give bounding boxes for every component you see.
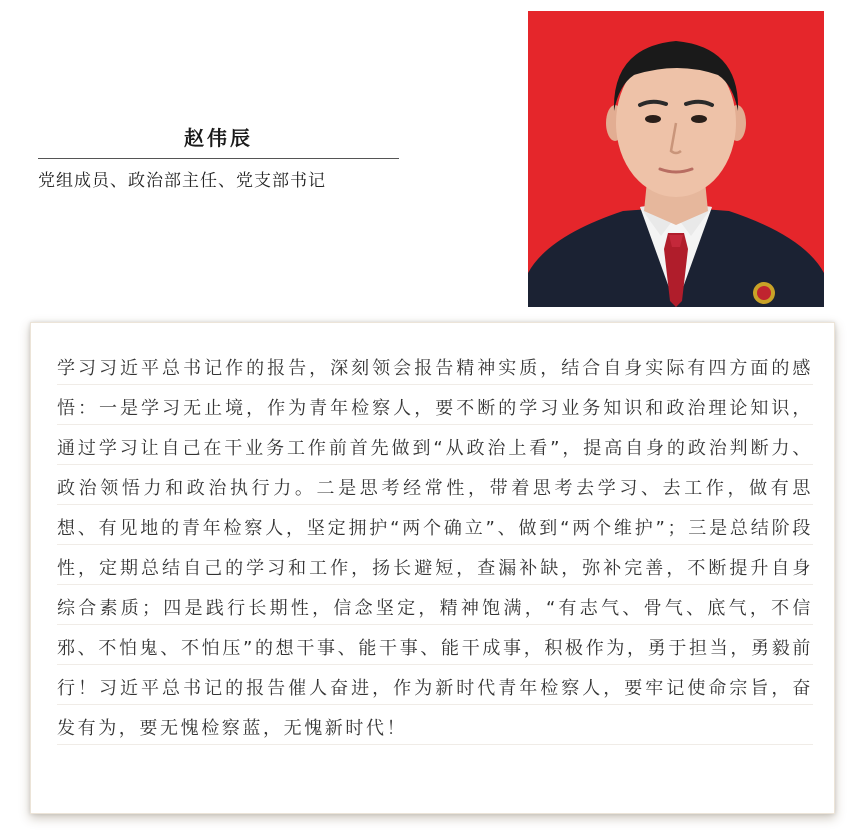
person-name: 赵伟辰 [38, 118, 399, 159]
person-title: 党组成员、政治部主任、党支部书记 [38, 171, 326, 191]
portrait-illustration [528, 11, 824, 307]
portrait-photo [528, 11, 824, 307]
statement-text: 学习习近平总书记作的报告，深刻领会报告精神实质，结合自身实际有四方面的感悟：一是学习无止境，作为青年检察人，要不断的学习业务知识和政治理论知识，通过学习让自己在干业务工作前首先做到“从政治上看”，提高自身的政治判断力、政治领悟力和政治执行力。二是思考经常性，带着思考去学习、去工作，做有思想、有见地的青年检察人，坚定拥护“两个确立”、做到“两个维护”；三是总结阶段性，定期总结自己的学习和工作，扬长避短，查漏补缺，弥补完善，不断提升自身综合素质；四是践行长期性，信念坚定，精神饱满，“有志气、骨气、底气，不信邪、不怕鬼、不怕压”的想干事、能干事、能干成事，积极作为，勇于担当，勇毅前行！习近平总书记的报告催人奋进，作为新时代青年检察人，要牢记使命宗旨，奋发有为，要无愧检察蓝，无愧新时代！ [57, 349, 813, 749]
statement-card [30, 322, 835, 814]
profile-header [38, 118, 399, 193]
